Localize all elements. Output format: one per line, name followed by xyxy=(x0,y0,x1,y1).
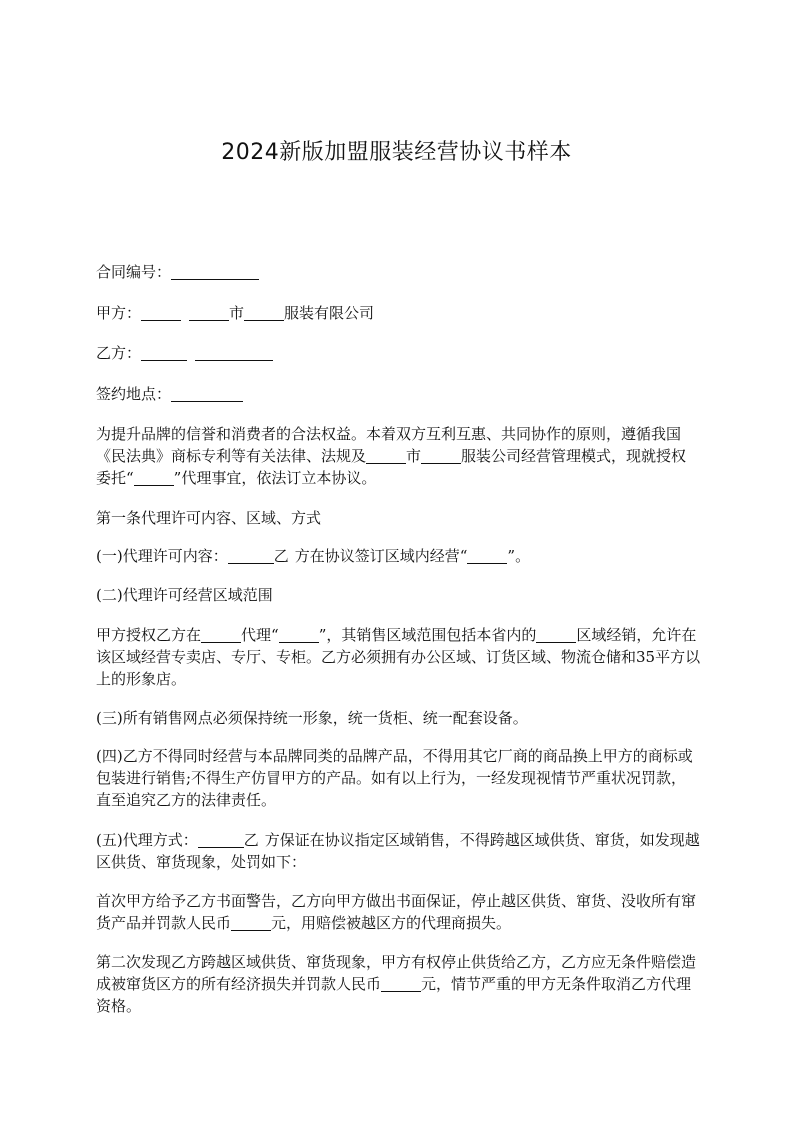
document-title: 2024新版加盟服装经营协议书样本 xyxy=(221,140,572,165)
article-1-section-4: (四)乙方不得同时经营与本品牌同类的品牌产品，不得用其它厂商的商品换上甲方的商标或包装进行销售;不得生产仿冒甲方的产品。如有以上行为，一经发现视情节严重状况罚款，直至追究乙方的法律责任。 xyxy=(96,747,693,809)
s1-party: 乙 xyxy=(273,547,289,565)
article-1-heading: 第一条代理许可内容、区域、方式 xyxy=(96,509,322,527)
party-a-blank-3 xyxy=(244,305,284,321)
s5-label: (五)代理方式： xyxy=(96,831,198,849)
intro-text-4: ”代理事宜，依法订立本协议。 xyxy=(173,469,377,487)
intro-paragraph xyxy=(96,423,701,489)
intro-text-2: 市 xyxy=(406,447,422,465)
party-b-blank-1 xyxy=(141,345,187,361)
article-1-section-2: (二)代理许可经营区域范围 xyxy=(96,586,273,604)
party-a-line xyxy=(96,302,701,324)
s1-label: (一)代理许可内容： xyxy=(96,547,228,565)
second-offense-paragraph xyxy=(96,951,701,1017)
signing-location-blank xyxy=(171,386,243,402)
s2-blank-1 xyxy=(201,627,241,643)
party-a-label: 甲方： xyxy=(96,304,142,322)
first-offense-text-1: 首次甲方给予乙方书面警告，乙方向甲方做出书面保证，停止越区供货、窜货、没收所有窜货产品并罚款人民币 xyxy=(96,892,697,932)
article-1-section-2-paragraph xyxy=(96,624,701,690)
contract-number-label: 合同编号： xyxy=(96,263,172,281)
contract-number-blank xyxy=(171,264,259,280)
article-1-section-3: (三)所有销售网点必须保持统一形象，统一货柜、统一配套设备。 xyxy=(96,709,528,727)
first-offense-blank xyxy=(231,915,271,931)
party-a-blank-1 xyxy=(141,305,181,321)
s1-end: ”。 xyxy=(507,547,531,565)
s1-blank-2 xyxy=(467,548,507,564)
s2-text-4: 区域经销，允许在该区域经营专卖店、专厅、专柜。乙方必须拥有办公区域、订货区域、物流仓储和35平方以上的形象店。 xyxy=(96,626,701,688)
s5-blank xyxy=(198,832,244,848)
second-offense-blank xyxy=(381,976,421,992)
s1-text: 方在协议签订区域内经营“ xyxy=(294,547,468,565)
s2-blank-2 xyxy=(279,627,319,643)
second-offense-text-1: 第二次发现乙方跨越区域供货、窜货现象，甲方有权停止供货给乙方，乙方应无条件赔偿造成被窜货区方的所有经济损失并罚款人民币 xyxy=(96,953,697,993)
party-b-label: 乙方： xyxy=(96,344,142,362)
s5-party: 乙 xyxy=(243,831,259,849)
party-b-blank-2 xyxy=(195,345,273,361)
second-offense-text-2: 元，情节严重的甲方无条件取消乙方代理资格。 xyxy=(96,975,692,1015)
intro-blank-1 xyxy=(366,448,406,464)
article-1-section-5 xyxy=(96,829,701,873)
party-a-company: 服装有限公司 xyxy=(284,304,375,322)
first-offense-text-2: 元，用赔偿被越区方的代理商损失。 xyxy=(271,914,512,932)
s1-blank-1 xyxy=(228,548,274,564)
first-offense-paragraph xyxy=(96,890,701,934)
party-a-city: 市 xyxy=(229,304,245,322)
intro-text-3: 服装公司经营管理模式，现就授权委托“ xyxy=(96,447,687,487)
contract-number-line xyxy=(96,261,701,283)
intro-blank-3 xyxy=(134,470,174,486)
s2-text-1: 甲方授权乙方在 xyxy=(96,626,202,644)
s2-blank-3 xyxy=(536,627,576,643)
article-1-section-1 xyxy=(96,545,701,567)
s2-text-3: ”，其销售区域范围包括本省内的 xyxy=(318,626,537,644)
party-a-blank-2 xyxy=(189,305,229,321)
signing-location-line xyxy=(96,383,701,405)
signing-location-label: 签约地点： xyxy=(96,385,172,403)
party-b-line xyxy=(96,342,701,364)
s2-text-2: 代理“ xyxy=(241,626,279,644)
intro-blank-2 xyxy=(421,448,461,464)
intro-text-1: 为提升品牌的信誉和消费者的合法权益。本着双方互利互惠、共同协作的原则，遵循我国《民法典》商标专利等有关法律、法规及 xyxy=(96,425,682,465)
s5-text: 方保证在协议指定区域销售，不得跨越区域供货、窜货，如发现越区供货、窜货现象，处罚如下： xyxy=(96,831,700,871)
